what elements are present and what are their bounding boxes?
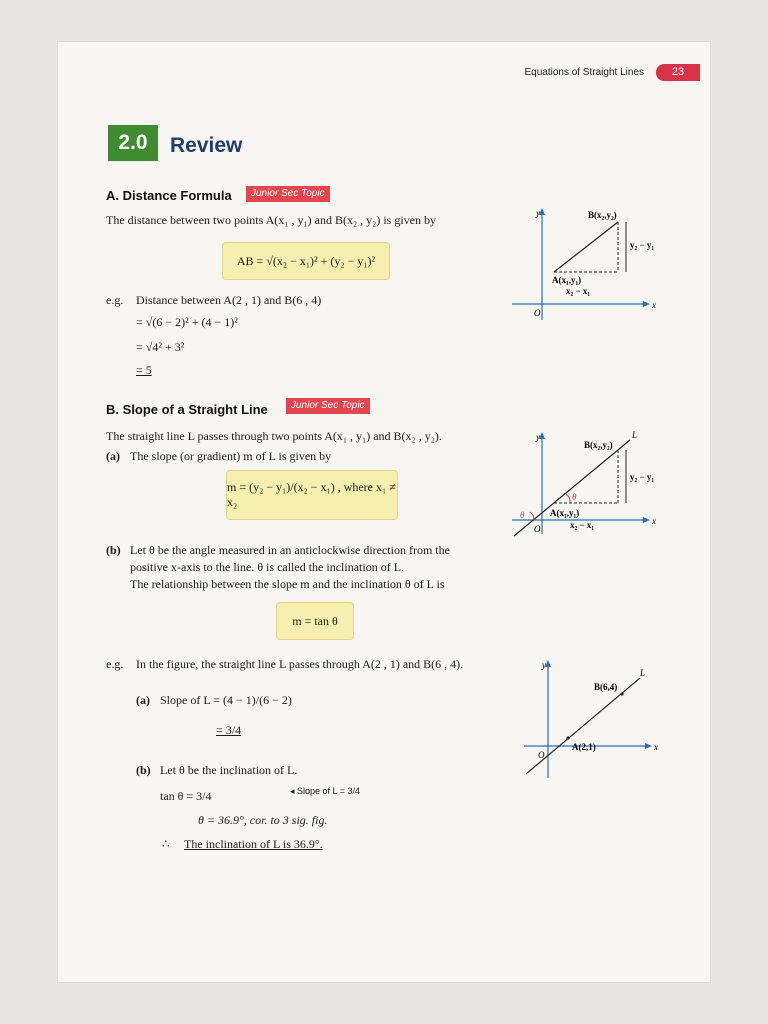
distance-graph-point-b: B(x₂,y₂) [588, 210, 617, 220]
distance-step-2: = √4² + 3² [136, 340, 185, 354]
tan-formula-box [276, 602, 354, 640]
example-graph-point-b: B(6,4) [594, 682, 618, 692]
example-graph-x-axis: x [654, 742, 658, 752]
slope-part-b-text-3: The relationship between the slope m and the inclination θ of L is [130, 577, 445, 591]
distance-formula: AB = √(x₂ − x₁)² + (y₂ − y₁)² [236, 253, 376, 268]
example-side-note: ◂ Slope of L = 3/4 [290, 786, 360, 796]
distance-graph-dx: x₂ − x₁ [566, 286, 591, 296]
example-part-b-text: Let θ be the inclination of L. [160, 763, 298, 777]
distance-graph-origin: O [534, 308, 541, 318]
slope-graph-line-label: L [632, 430, 638, 440]
example-slope-line-2: = 3/4 [216, 723, 242, 737]
slope-intro: The straight line L passes through two points A(x₁ , y₁) and B(x₂ , y₂). [106, 429, 442, 443]
slope-formula-box [226, 470, 398, 520]
example-graph-point-a: A(2,1) [572, 742, 596, 752]
slope-graph-angle-2: θ [572, 492, 577, 502]
textbook-page [58, 42, 710, 982]
slope-heading: B. Slope of a Straight Line [106, 402, 268, 417]
page-number: 23 [656, 64, 700, 81]
slope-part-b-text-1: Let θ be the angle measured in an anticlockwise direction from the [130, 543, 450, 557]
slope-formula: m = (y₂ − y₁)/(x₂ − x₁) , where x₁ ≠ x₂ [227, 480, 396, 509]
therefore-symbol: ∴ [162, 837, 170, 851]
slope-part-b-text-2: positive x-axis to the line. θ is called the inclination of L. [130, 560, 405, 574]
junior-sec-topic-tag-b: Junior Sec Topic [286, 398, 370, 414]
example-label-b: e.g. [106, 657, 124, 671]
example-graph-y-axis: y [542, 660, 546, 670]
junior-sec-topic-tag: Junior Sec Topic [246, 186, 330, 202]
distance-graph [506, 200, 670, 330]
section-number-badge: 2.0 [108, 125, 158, 161]
slope-graph [506, 424, 670, 540]
slope-part-a-text: The slope (or gradient) m of L is given by [130, 449, 332, 463]
distance-intro: The distance between two points A(x₁ , y₁) and B(x₂ , y₂) is given by [106, 213, 437, 227]
distance-formula-heading: A. Distance Formula [106, 188, 232, 203]
slope-graph-point-b: B(x₂,y₂) [584, 440, 613, 450]
slope-graph-dx: x₂ − x₁ [570, 520, 595, 530]
distance-graph-x-axis: x [652, 300, 656, 310]
distance-formula-box [222, 242, 390, 280]
slope-part-b-label: (b) [106, 543, 121, 557]
example-conclusion: The inclination of L is 36.9°. [184, 837, 323, 851]
slope-graph-dy: y₂ − y₁ [630, 472, 655, 482]
slope-graph-origin: O [534, 524, 541, 534]
distance-graph-y-axis: y [536, 208, 540, 218]
slope-graph-x-axis: x [652, 516, 656, 526]
distance-step-1: = √(6 − 2)² + (4 − 1)² [136, 315, 238, 329]
example-graph-origin: O [538, 750, 545, 760]
distance-graph-dy: y₂ − y₁ [630, 240, 655, 250]
example-text: In the figure, the straight line L passes through A(2 , 1) and B(6 , 4). [136, 657, 464, 671]
slope-graph-angle-1: θ [520, 510, 525, 520]
example-tan-line: tan θ = 3/4 [160, 789, 212, 803]
distance-graph-point-a: A(x₁,y₁) [552, 275, 582, 285]
example-part-b-label: (b) [136, 763, 151, 777]
example-theta-line: θ = 36.9°, cor. to 3 sig. fig. [198, 813, 328, 827]
distance-example: Distance between A(2 , 1) and B(6 , 4) [136, 293, 322, 307]
slope-graph-point-a: A(x₁,y₁) [550, 508, 580, 518]
tan-formula: m = tan θ [292, 613, 338, 628]
slope-part-a-label: (a) [106, 449, 120, 463]
example-graph [518, 652, 668, 784]
example-label-a: e.g. [106, 293, 124, 307]
section-title: Review [170, 134, 243, 157]
example-graph-line-label: L [640, 668, 646, 678]
slope-graph-y-axis: y [536, 432, 540, 442]
example-slope-line-1: Slope of L = (4 − 1)/(6 − 2) [160, 693, 292, 707]
chapter-header: Equations of Straight Lines [524, 67, 644, 78]
distance-step-3: = 5 [136, 363, 152, 377]
example-part-a-label: (a) [136, 693, 150, 707]
